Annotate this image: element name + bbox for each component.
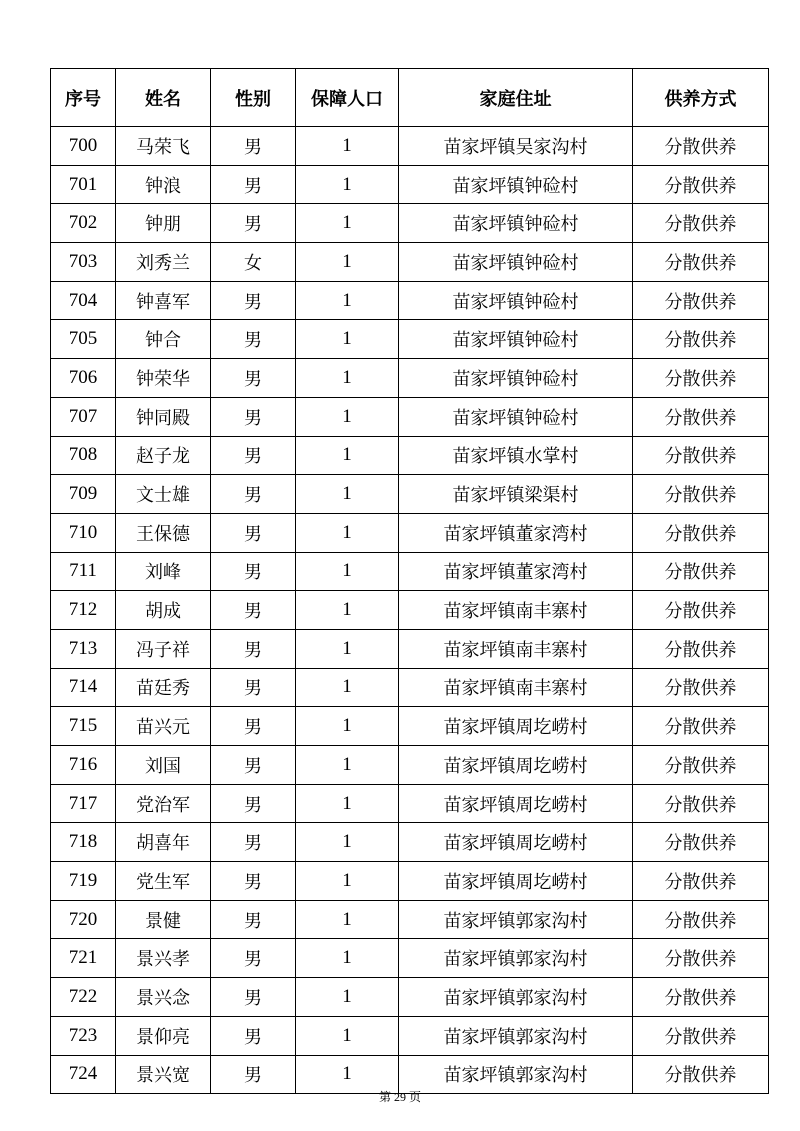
cell-gender: 男 (211, 436, 296, 475)
cell-name: 钟浪 (116, 165, 211, 204)
cell-name: 胡喜年 (116, 823, 211, 862)
table-body (51, 127, 769, 1094)
cell-covered-persons: 1 (296, 1016, 399, 1055)
cell-serial-number: 721 (51, 939, 116, 978)
cell-home-address: 苗家坪镇周圪崂村 (399, 784, 633, 823)
table-row (51, 591, 769, 630)
table-row (51, 243, 769, 282)
table-row (51, 900, 769, 939)
cell-serial-number: 711 (51, 552, 116, 591)
cell-gender: 女 (211, 243, 296, 282)
cell-home-address: 苗家坪镇郭家沟村 (399, 1055, 633, 1094)
cell-gender: 男 (211, 397, 296, 436)
cell-covered-persons: 1 (296, 320, 399, 359)
cell-serial-number: 724 (51, 1055, 116, 1094)
cell-serial-number: 710 (51, 513, 116, 552)
cell-gender: 男 (211, 668, 296, 707)
cell-serial-number: 705 (51, 320, 116, 359)
cell-gender: 男 (211, 127, 296, 166)
cell-home-address: 苗家坪镇郭家沟村 (399, 1016, 633, 1055)
cell-support-type: 分散供养 (633, 281, 769, 320)
cell-name: 文士雄 (116, 475, 211, 514)
cell-covered-persons: 1 (296, 746, 399, 785)
header-support-type: 供养方式 (633, 69, 769, 127)
beneficiary-table (50, 68, 769, 1094)
cell-gender: 男 (211, 204, 296, 243)
table-row (51, 629, 769, 668)
cell-home-address: 苗家坪镇钟硷村 (399, 359, 633, 398)
table-row (51, 668, 769, 707)
cell-home-address: 苗家坪镇南丰寨村 (399, 629, 633, 668)
cell-support-type: 分散供养 (633, 862, 769, 901)
header-covered-persons: 保障人口 (296, 69, 399, 127)
cell-gender: 男 (211, 939, 296, 978)
cell-name: 马荣飞 (116, 127, 211, 166)
cell-name: 钟同殿 (116, 397, 211, 436)
cell-gender: 男 (211, 591, 296, 630)
cell-gender: 男 (211, 359, 296, 398)
cell-home-address: 苗家坪镇钟硷村 (399, 281, 633, 320)
table-row (51, 281, 769, 320)
cell-gender: 男 (211, 707, 296, 746)
cell-support-type: 分散供养 (633, 591, 769, 630)
cell-serial-number: 723 (51, 1016, 116, 1055)
cell-serial-number: 700 (51, 127, 116, 166)
cell-name: 钟朋 (116, 204, 211, 243)
table-row (51, 978, 769, 1017)
cell-home-address: 苗家坪镇吴家沟村 (399, 127, 633, 166)
cell-home-address: 苗家坪镇郭家沟村 (399, 939, 633, 978)
cell-name: 景健 (116, 900, 211, 939)
cell-covered-persons: 1 (296, 552, 399, 591)
table-row (51, 165, 769, 204)
table-row (51, 127, 769, 166)
cell-home-address: 苗家坪镇梁渠村 (399, 475, 633, 514)
table-row (51, 1016, 769, 1055)
table-row (51, 513, 769, 552)
cell-covered-persons: 1 (296, 1055, 399, 1094)
cell-support-type: 分散供养 (633, 359, 769, 398)
page-number: 第 29 页 (378, 1090, 421, 1104)
cell-name: 钟荣华 (116, 359, 211, 398)
cell-support-type: 分散供养 (633, 320, 769, 359)
cell-name: 钟合 (116, 320, 211, 359)
cell-serial-number: 714 (51, 668, 116, 707)
table-row (51, 784, 769, 823)
cell-serial-number: 708 (51, 436, 116, 475)
cell-covered-persons: 1 (296, 475, 399, 514)
cell-home-address: 苗家坪镇董家湾村 (399, 552, 633, 591)
header-home-address: 家庭住址 (399, 69, 633, 127)
cell-serial-number: 704 (51, 281, 116, 320)
cell-gender: 男 (211, 475, 296, 514)
cell-serial-number: 717 (51, 784, 116, 823)
cell-support-type: 分散供养 (633, 900, 769, 939)
cell-home-address: 苗家坪镇周圪崂村 (399, 862, 633, 901)
cell-name: 刘峰 (116, 552, 211, 591)
table-row (51, 475, 769, 514)
cell-home-address: 苗家坪镇水掌村 (399, 436, 633, 475)
cell-serial-number: 715 (51, 707, 116, 746)
cell-home-address: 苗家坪镇钟硷村 (399, 320, 633, 359)
cell-name: 苗兴元 (116, 707, 211, 746)
cell-home-address: 苗家坪镇周圪崂村 (399, 707, 633, 746)
cell-support-type: 分散供养 (633, 127, 769, 166)
cell-covered-persons: 1 (296, 591, 399, 630)
cell-support-type: 分散供养 (633, 243, 769, 282)
cell-name: 景兴孝 (116, 939, 211, 978)
cell-home-address: 苗家坪镇钟硷村 (399, 165, 633, 204)
table-row (51, 707, 769, 746)
cell-gender: 男 (211, 784, 296, 823)
cell-covered-persons: 1 (296, 862, 399, 901)
cell-name: 刘国 (116, 746, 211, 785)
cell-home-address: 苗家坪镇钟硷村 (399, 243, 633, 282)
cell-serial-number: 716 (51, 746, 116, 785)
cell-name: 党治军 (116, 784, 211, 823)
cell-gender: 男 (211, 746, 296, 785)
cell-support-type: 分散供养 (633, 707, 769, 746)
cell-gender: 男 (211, 281, 296, 320)
cell-support-type: 分散供养 (633, 668, 769, 707)
header-gender: 性别 (211, 69, 296, 127)
cell-gender: 男 (211, 862, 296, 901)
cell-serial-number: 706 (51, 359, 116, 398)
cell-gender: 男 (211, 900, 296, 939)
table-row (51, 823, 769, 862)
cell-support-type: 分散供养 (633, 513, 769, 552)
cell-serial-number: 722 (51, 978, 116, 1017)
cell-support-type: 分散供养 (633, 1016, 769, 1055)
header-name: 姓名 (116, 69, 211, 127)
cell-name: 景兴宽 (116, 1055, 211, 1094)
cell-name: 刘秀兰 (116, 243, 211, 282)
cell-gender: 男 (211, 1055, 296, 1094)
cell-serial-number: 712 (51, 591, 116, 630)
table-row (51, 397, 769, 436)
cell-support-type: 分散供养 (633, 629, 769, 668)
cell-serial-number: 719 (51, 862, 116, 901)
header-row (51, 69, 769, 127)
cell-home-address: 苗家坪镇南丰寨村 (399, 591, 633, 630)
cell-gender: 男 (211, 513, 296, 552)
cell-serial-number: 709 (51, 475, 116, 514)
cell-covered-persons: 1 (296, 397, 399, 436)
cell-name: 苗廷秀 (116, 668, 211, 707)
cell-covered-persons: 1 (296, 707, 399, 746)
cell-serial-number: 702 (51, 204, 116, 243)
cell-home-address: 苗家坪镇钟硷村 (399, 397, 633, 436)
table-row (51, 359, 769, 398)
cell-covered-persons: 1 (296, 243, 399, 282)
cell-support-type: 分散供养 (633, 939, 769, 978)
cell-support-type: 分散供养 (633, 1055, 769, 1094)
table-row (51, 862, 769, 901)
cell-name: 景仰亮 (116, 1016, 211, 1055)
cell-covered-persons: 1 (296, 165, 399, 204)
cell-name: 冯子祥 (116, 629, 211, 668)
cell-covered-persons: 1 (296, 629, 399, 668)
cell-name: 赵子龙 (116, 436, 211, 475)
cell-gender: 男 (211, 320, 296, 359)
cell-serial-number: 703 (51, 243, 116, 282)
cell-home-address: 苗家坪镇周圪崂村 (399, 746, 633, 785)
cell-covered-persons: 1 (296, 939, 399, 978)
cell-support-type: 分散供养 (633, 746, 769, 785)
table-header (51, 69, 769, 127)
cell-name: 胡成 (116, 591, 211, 630)
table-row (51, 320, 769, 359)
cell-gender: 男 (211, 552, 296, 591)
cell-support-type: 分散供养 (633, 436, 769, 475)
table-row (51, 939, 769, 978)
cell-support-type: 分散供养 (633, 784, 769, 823)
cell-covered-persons: 1 (296, 127, 399, 166)
cell-covered-persons: 1 (296, 513, 399, 552)
cell-home-address: 苗家坪镇董家湾村 (399, 513, 633, 552)
cell-covered-persons: 1 (296, 281, 399, 320)
cell-home-address: 苗家坪镇钟硷村 (399, 204, 633, 243)
cell-serial-number: 713 (51, 629, 116, 668)
cell-covered-persons: 1 (296, 823, 399, 862)
cell-home-address: 苗家坪镇郭家沟村 (399, 900, 633, 939)
cell-support-type: 分散供养 (633, 204, 769, 243)
cell-covered-persons: 1 (296, 436, 399, 475)
cell-home-address: 苗家坪镇郭家沟村 (399, 978, 633, 1017)
cell-name: 钟喜军 (116, 281, 211, 320)
cell-covered-persons: 1 (296, 204, 399, 243)
cell-serial-number: 701 (51, 165, 116, 204)
cell-covered-persons: 1 (296, 900, 399, 939)
cell-gender: 男 (211, 823, 296, 862)
cell-gender: 男 (211, 1016, 296, 1055)
cell-gender: 男 (211, 978, 296, 1017)
cell-covered-persons: 1 (296, 359, 399, 398)
cell-gender: 男 (211, 629, 296, 668)
cell-serial-number: 720 (51, 900, 116, 939)
cell-covered-persons: 1 (296, 784, 399, 823)
table-row (51, 204, 769, 243)
cell-name: 景兴念 (116, 978, 211, 1017)
header-serial-number: 序号 (51, 69, 116, 127)
cell-support-type: 分散供养 (633, 165, 769, 204)
table-row (51, 746, 769, 785)
cell-serial-number: 707 (51, 397, 116, 436)
cell-support-type: 分散供养 (633, 552, 769, 591)
cell-covered-persons: 1 (296, 668, 399, 707)
cell-covered-persons: 1 (296, 978, 399, 1017)
cell-support-type: 分散供养 (633, 978, 769, 1017)
cell-support-type: 分散供养 (633, 397, 769, 436)
cell-gender: 男 (211, 165, 296, 204)
table-row (51, 436, 769, 475)
table-row (51, 552, 769, 591)
cell-home-address: 苗家坪镇周圪崂村 (399, 823, 633, 862)
cell-name: 党生军 (116, 862, 211, 901)
cell-support-type: 分散供养 (633, 475, 769, 514)
cell-serial-number: 718 (51, 823, 116, 862)
cell-home-address: 苗家坪镇南丰寨村 (399, 668, 633, 707)
cell-support-type: 分散供养 (633, 823, 769, 862)
cell-name: 王保德 (116, 513, 211, 552)
